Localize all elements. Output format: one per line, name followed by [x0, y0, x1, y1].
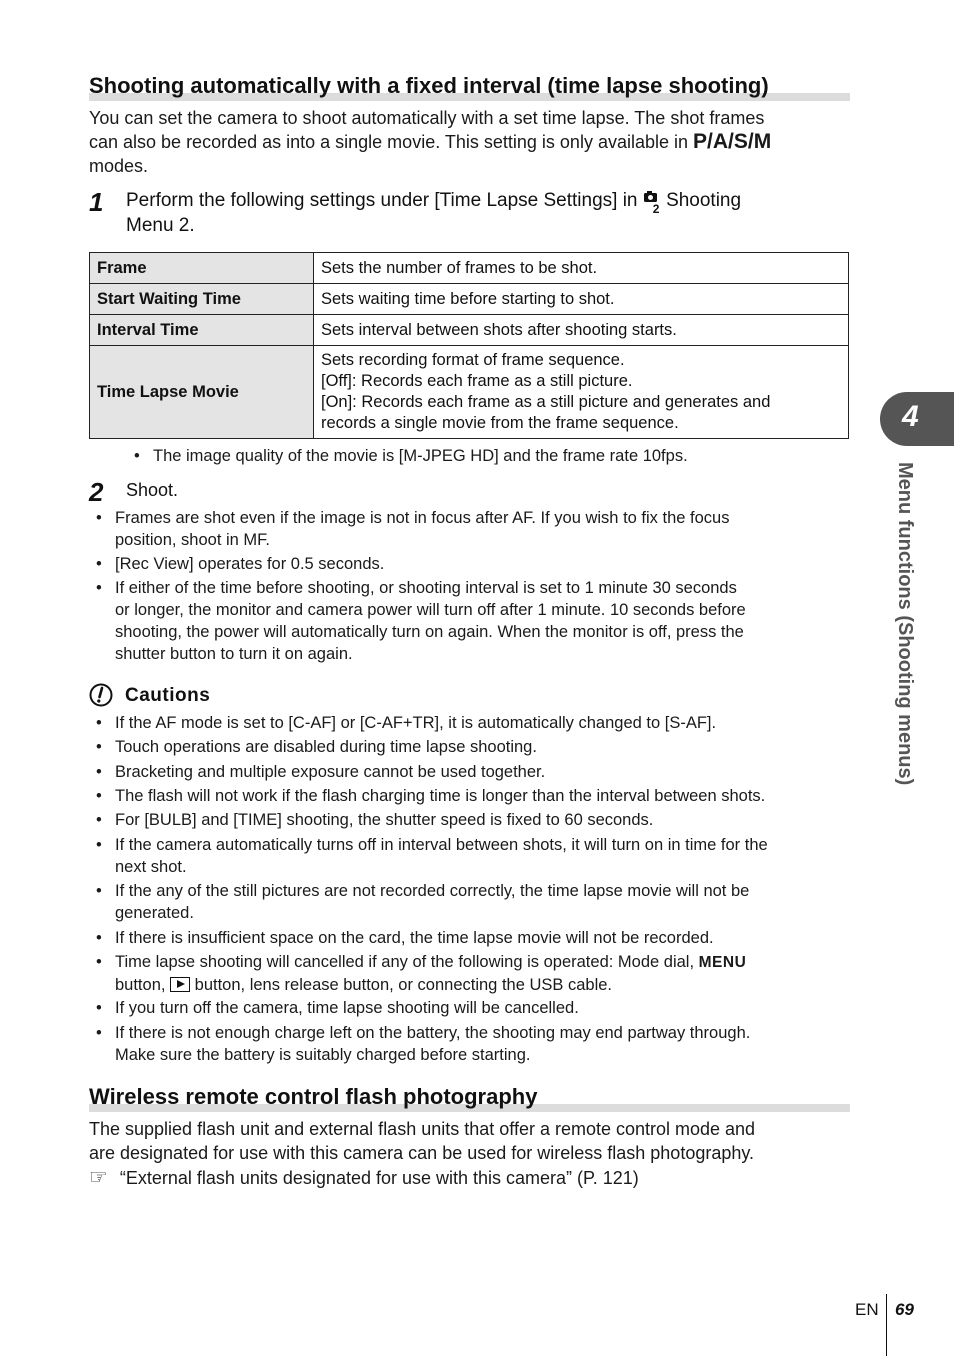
caution-item: • The flash will not work if the flash charging time is longer than the interval between shots.	[96, 787, 766, 805]
list-item: • If either of the time before shooting, or shooting interval is set to 1 minute 30 seconds or longer, the monitor and camera power will turn off after 1 minute. 10 seconds before shooting, the power will automatically turn on again. When the monitor is off, press the shutter button to turn it on again.	[96, 579, 746, 663]
list-item: • Frames are shot even if the image is not in focus after AF. If you wish to fix the focus position, shoot in MF.	[96, 509, 730, 549]
caution-item: • Time lapse shooting will cancelled if any of the following is operated: Mode dial, MENU button, button, lens release button, or connecting the USB cable.	[96, 953, 747, 994]
table-key: Start Waiting Time	[90, 284, 314, 315]
table-row	[90, 253, 849, 284]
caution-item: • If there is insufficient space on the card, the time lapse movie will not be recorded.	[96, 929, 714, 947]
list-item: • [Rec View] operates for 0.5 seconds.	[96, 555, 385, 573]
caution-item: • If the camera automatically turns off in interval between shots, it will turn on in time for the next shot.	[96, 836, 768, 876]
table-value: Sets waiting time before starting to shot.	[314, 284, 849, 315]
chapter-side-label: Menu functions (Shooting menus)	[894, 462, 916, 786]
menu-button-label: MENU	[698, 954, 747, 971]
chapter-tab	[880, 392, 954, 446]
caution-icon	[89, 682, 115, 713]
caution-item: • Bracketing and multiple exposure cannot be used together.	[96, 763, 546, 781]
step-1-text: Perform the following settings under [Time Lapse Settings] in 2 Shooting Menu 2.	[126, 190, 742, 236]
time-lapse-settings-table	[89, 252, 849, 439]
table-value: Sets interval between shots after shooting starts.	[314, 315, 849, 346]
caution-item: • If you turn off the camera, time lapse shooting will be cancelled.	[96, 999, 579, 1017]
reference-hand-icon: ☞	[89, 1165, 108, 1189]
footer-language: EN	[855, 1300, 879, 1319]
footer-divider	[886, 1294, 887, 1356]
bullet-dot: •	[134, 447, 140, 465]
wireless-flash-paragraph: The supplied flash unit and external flash units that offer a remote control mode and are designated for use with this camera can be used for wireless flash photography. ☞ “External flash units designated for use with this camera” (P. 121)	[89, 1119, 756, 1189]
caution-item: • If the any of the still pictures are not recorded correctly, the time lapse movie will not be generated.	[96, 882, 750, 922]
mode-label-pasm: P/A/S/M	[693, 130, 772, 153]
table-value: Sets recording format of frame sequence. [Off]: Records each frame as a still picture. [On]: Records each frame as a still picture and generates and records a single movie from the frame sequence.	[314, 346, 849, 439]
caution-item: • Touch operations are disabled during time lapse shooting.	[96, 738, 537, 756]
section-title-time-lapse: Shooting automatically with a fixed interval (time lapse shooting)	[89, 73, 850, 99]
chapter-number: 4	[902, 400, 919, 433]
page-number: 69	[895, 1300, 914, 1319]
caution-item: • If there is not enough charge left on the battery, the shooting may end partway through. Make sure the battery is suitably charged before starting.	[96, 1024, 751, 1064]
playback-button-icon	[170, 977, 190, 992]
table-note: • The image quality of the movie is [M-JPEG HD] and the frame rate 10fps.	[134, 447, 688, 465]
step-number-1: 1	[89, 187, 104, 217]
intro-paragraph: You can set the camera to shoot automatically with a set time lapse. The shot frames can also be recorded as into a single movie. This setting is only available in P/A/S/M modes.	[89, 108, 772, 176]
table-row	[90, 315, 849, 346]
step-number-2: 2	[89, 477, 104, 507]
cautions-title: Cautions	[125, 685, 211, 706]
table-row	[90, 346, 849, 439]
shooting-menu-camera-icon: 2	[643, 189, 661, 209]
table-key: Interval Time	[90, 315, 314, 346]
table-row	[90, 284, 849, 315]
section-title-wireless-flash: Wireless remote control flash photography	[89, 1084, 850, 1110]
caution-item: • If the AF mode is set to [C-AF] or [C-AF+TR], it is automatically changed to [S-AF].	[96, 714, 717, 732]
step-2-text: Shoot.	[126, 480, 179, 500]
table-value: Sets the number of frames to be shot.	[314, 253, 849, 284]
caution-item: • For [BULB] and [TIME] shooting, the shutter speed is fixed to 60 seconds.	[96, 811, 654, 829]
table-key: Frame	[90, 253, 314, 284]
table-key: Time Lapse Movie	[90, 346, 314, 439]
